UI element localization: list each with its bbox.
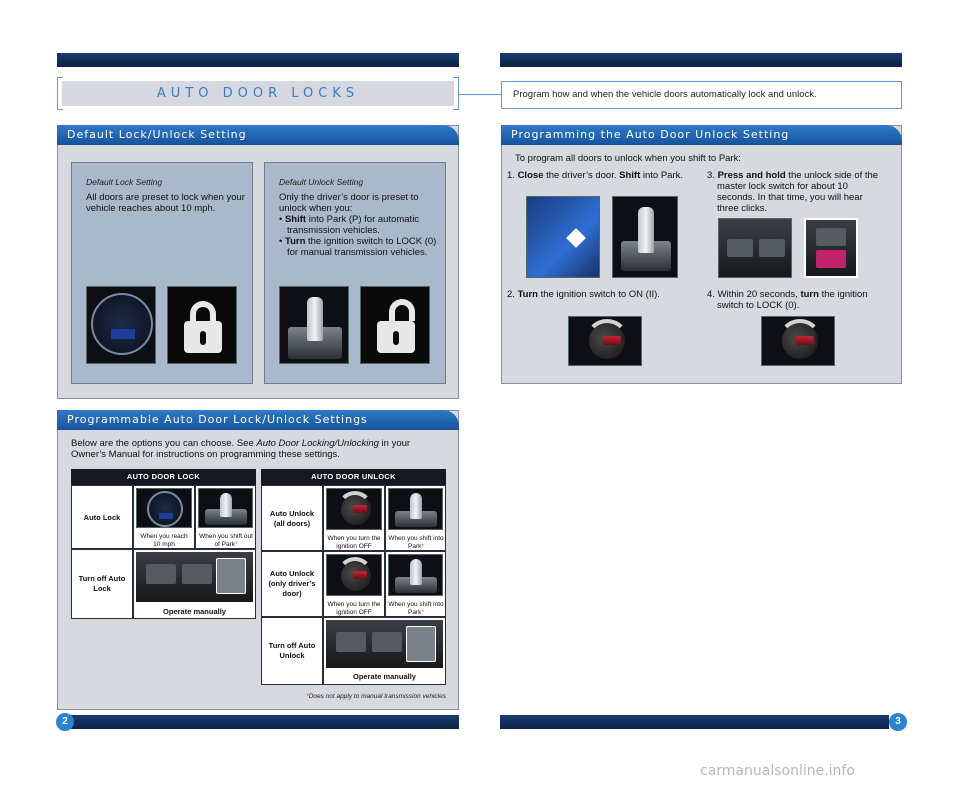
default-unlock-text: Only the driver’s door is preset to unlock when you: • Shift into Park (P) for automatic transmission vehicles. • Turn the ignition switch to LOCK (0) for manual transmission vehicles. — [279, 192, 445, 258]
lock-open-icon — [377, 299, 421, 353]
step-3: 3. Press and hold the unlock side of the master lock switch for about 10 seconds. In that time, you will hear three clicks. — [707, 170, 879, 214]
default-lock-caption: Default Lock Setting — [86, 177, 163, 187]
title-frame — [57, 77, 459, 110]
gear-shifter-icon — [389, 489, 443, 530]
default-unlock-caption: Default Unlock Setting — [279, 177, 364, 187]
step-2: 2. Turn the ignition switch to ON (II). — [507, 289, 660, 300]
rotate-arrow-icon — [337, 557, 373, 593]
page-number-right: 3 — [889, 713, 907, 731]
watermark: carmanualsonline.info — [700, 763, 855, 779]
default-unlock-box — [264, 162, 446, 384]
rotate-arrow-icon — [585, 319, 629, 363]
unlock-switch-closeup — [804, 218, 858, 278]
shifter-photo — [279, 286, 349, 364]
panel-title: Programmable Auto Door Lock/Unlock Settings — [67, 413, 368, 426]
unlock-off-label: Turn off Auto Unlock — [268, 641, 316, 660]
auto-lock-off-caption: Operate manually — [163, 607, 226, 616]
auto-lock-table-title: AUTO DOOR LOCK — [71, 469, 256, 485]
locked-icon-photo — [167, 286, 237, 364]
unlock-bullets — [279, 214, 445, 258]
lock-switch-closeup — [216, 558, 246, 594]
panel-title: Programming the Auto Door Unlock Setting — [511, 128, 790, 141]
page-number-left: 2 — [56, 713, 74, 731]
default-lock-box — [71, 162, 253, 384]
panel-title: Default Lock/Unlock Setting — [67, 128, 247, 141]
intro-text: Program how and when the vehicle doors automatically lock and unlock. — [501, 81, 902, 109]
unlocked-icon-photo — [360, 286, 430, 364]
unlock-all-park-caption: When you shift into Park* — [388, 535, 444, 550]
default-settings-panel — [57, 125, 459, 399]
auto-lock-off-label: Turn off Auto Lock — [78, 574, 126, 593]
auto-lock-park-caption: When you shift out of Park* — [199, 533, 253, 548]
master-switch-photo — [718, 218, 792, 278]
page-title: AUTO DOOR LOCKS — [62, 81, 454, 106]
panel-header — [57, 125, 459, 145]
title-connector — [459, 94, 501, 95]
programming-intro: To program all doors to unlock when you shift to Park: — [515, 153, 742, 164]
bottom-bar-right — [500, 715, 889, 729]
car-door-photo — [526, 196, 600, 278]
bottom-bar-left — [70, 715, 459, 729]
programmable-settings-panel — [57, 410, 459, 710]
unlock-driver-label: Auto Unlock (only driver’s door) — [268, 569, 316, 598]
unlock-driver-ignition-caption: When you turn the ignition OFF — [327, 601, 381, 616]
unlock-off-caption: Operate manually — [353, 672, 416, 681]
unlock-bullet: • Shift into Park (P) for automatic transmission vehicles. — [279, 214, 420, 236]
gear-shifter-icon — [199, 489, 253, 528]
ignition-on-photo — [568, 316, 642, 366]
shifter-park-photo — [612, 196, 678, 278]
gear-shifter-icon — [389, 555, 443, 596]
gear-shifter-icon — [280, 287, 349, 364]
unlock-driver-park-caption: When you shift into Park* — [388, 601, 444, 616]
speedometer-gauge — [91, 293, 153, 355]
rotate-arrow-icon — [337, 491, 373, 527]
door-switch-panel — [136, 552, 253, 602]
top-bar-right — [500, 53, 902, 67]
programming-panel — [501, 125, 902, 384]
footnote: *Does not apply to manual transmission vehicles — [306, 693, 446, 700]
lock-switch-closeup — [406, 626, 436, 662]
unlock-all-label: Auto Unlock (all doors) — [269, 509, 315, 528]
default-lock-text: All doors are preset to lock when your vehicle reaches about 10 mph. — [86, 192, 245, 214]
auto-lock-speed-caption: When you reach 10 mph — [140, 533, 188, 548]
unlock-all-ignition-caption: When you turn the ignition OFF — [327, 535, 381, 550]
step-1: 1. Close the driver’s door. Shift into Park. — [507, 170, 684, 181]
arrow-icon — [566, 228, 586, 248]
programmable-intro: Below are the options you can choose. See Auto Door Locking/Unlocking in your Owner’s Manual for instructions on programming these settings. — [71, 438, 411, 460]
unlock-button-highlight — [816, 250, 846, 268]
auto-unlock-table-title: AUTO DOOR UNLOCK — [261, 469, 446, 485]
door-switch-panel — [326, 620, 443, 668]
gear-shifter-icon — [613, 197, 678, 278]
top-bar-left — [57, 53, 459, 67]
ignition-lock-photo — [761, 316, 835, 366]
rotate-arrow-icon — [778, 319, 822, 363]
auto-lock-label: Auto Lock — [83, 513, 121, 522]
unlock-bullet: • Turn the ignition switch to LOCK (0) for manual transmission vehicles. — [279, 236, 437, 258]
lock-closed-icon — [184, 301, 222, 353]
panel-header — [501, 125, 902, 145]
speedometer-photo — [86, 286, 156, 364]
step-4: 4. Within 20 seconds, turn the ignition switch to LOCK (0). — [707, 289, 868, 311]
panel-header — [57, 410, 459, 430]
speedometer-icon — [147, 491, 183, 527]
